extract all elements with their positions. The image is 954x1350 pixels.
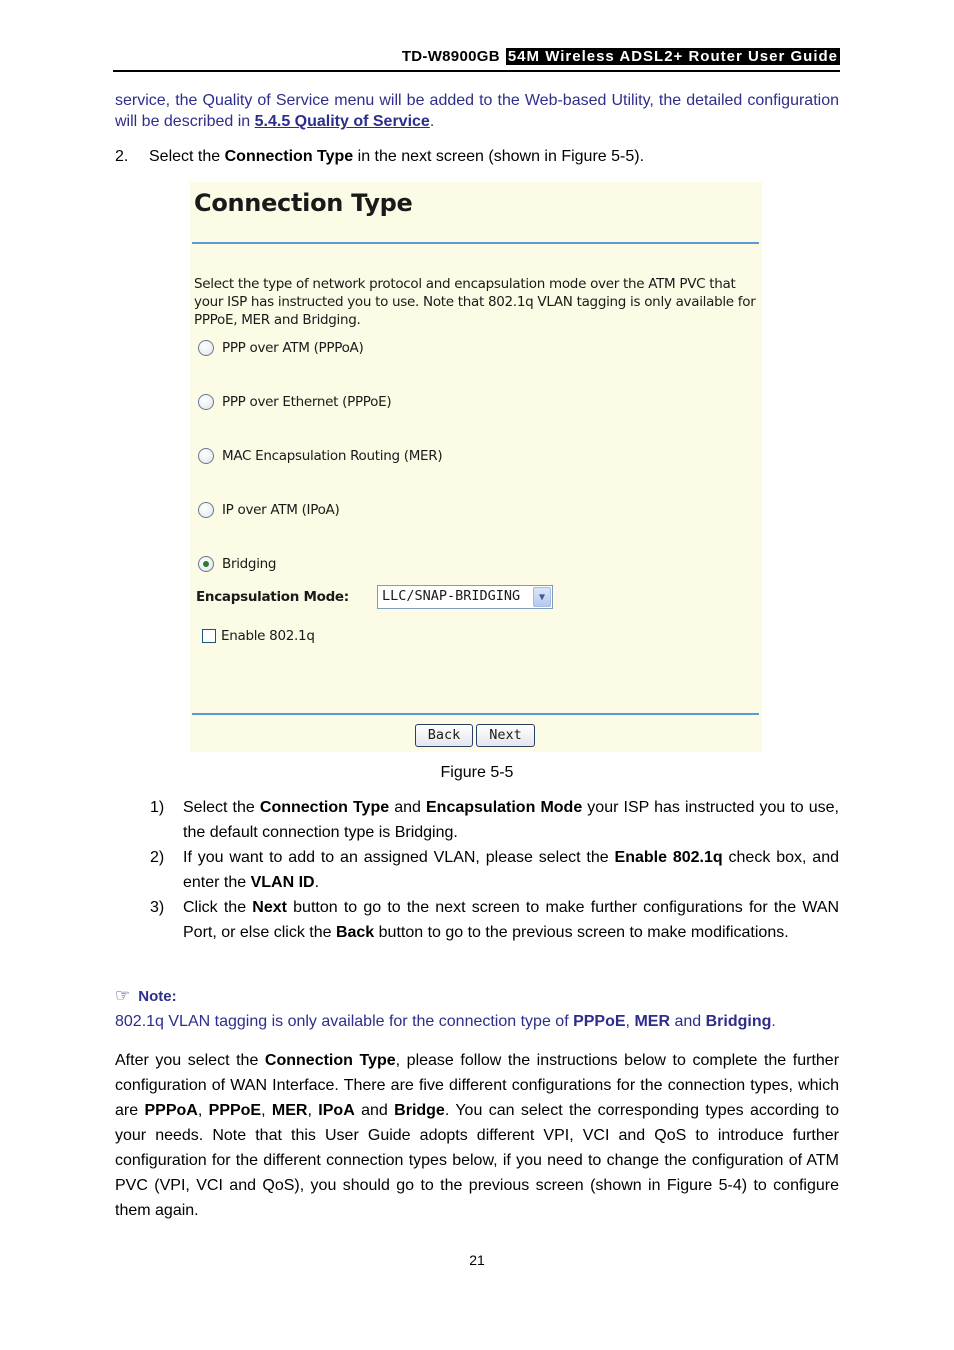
step-number: 2.	[115, 148, 129, 165]
para-text: After you select the	[115, 1052, 265, 1069]
para-bold: Bridge	[394, 1102, 445, 1119]
note-bold: Bridging	[705, 1013, 772, 1030]
item-text: If you want to add to an assigned VLAN, please select the	[183, 849, 615, 866]
item-number: 3)	[150, 899, 165, 916]
item-bold: Connection Type	[259, 799, 390, 816]
item-number: 2)	[150, 849, 165, 866]
step-2	[115, 148, 644, 166]
radio-label: IP over ATM (IPoA)	[222, 502, 340, 518]
intro-text: service, the Quality of Service menu will be added to the Web-based Utility, the detailed configuration will be described in	[115, 92, 839, 130]
qos-section-link[interactable]: 5.4.5 Quality of Service	[254, 113, 430, 130]
item-text: Click the	[183, 899, 253, 916]
radio-label: MAC Encapsulation Routing (MER)	[222, 448, 443, 464]
radio-option-ipoa[interactable]	[198, 502, 339, 518]
page-header	[113, 48, 840, 72]
item-bold: VLAN ID	[250, 874, 315, 891]
item-bold: Back	[335, 924, 375, 941]
pointing-hand-icon: ☞	[115, 986, 131, 1005]
step-bold: Connection Type	[224, 148, 354, 165]
select-value: LLC/SNAP-BRIDGING	[382, 588, 521, 604]
step-text-end: in the next screen (shown in Figure 5-5).	[353, 148, 645, 165]
note-text-part: 802.1q VLAN tagging is only available for the connection type of	[115, 1013, 574, 1030]
encapsulation-mode-label: Encapsulation Mode:	[196, 589, 349, 605]
item-text: and	[389, 799, 426, 816]
instruction-list	[150, 795, 839, 945]
radio-option-mer[interactable]	[198, 448, 442, 464]
item-text: your ISP has instructed you to use, the default connection type is Bridging.	[183, 799, 839, 841]
figure-title: Connection Type	[194, 189, 413, 217]
radio-button[interactable]	[198, 340, 214, 356]
note-text-part: ,	[625, 1013, 635, 1030]
para-text: ,	[197, 1102, 209, 1119]
step-text: Select the	[149, 148, 225, 165]
note-bold: PPPoE	[573, 1013, 626, 1030]
radio-button[interactable]	[198, 502, 214, 518]
para-text: , please follow the instructions below to complete the further configuration of WAN Interface. There are five different configurations for the connection types, which are	[115, 1052, 840, 1119]
radio-label: PPP over ATM (PPPoA)	[222, 340, 364, 356]
note-label: Note:	[138, 988, 177, 1005]
item-bold: Next	[252, 899, 287, 916]
radio-button[interactable]	[198, 448, 214, 464]
intro-paragraph	[115, 90, 839, 132]
figure-description: Select the type of network protocol and encapsulation mode over the ATM PVC that your ISP has instructed you to use. Note that 802.1q VLAN tagging is only available for PPPoE, MER and Bridging.	[194, 276, 756, 328]
item-bold: Enable 802.1q	[614, 849, 723, 866]
note-heading	[115, 986, 177, 1006]
list-item	[150, 895, 839, 945]
note-text	[115, 1013, 839, 1031]
guide-title: 54M Wireless ADSL2+ Router User Guide	[507, 48, 838, 65]
radio-option-pppoa[interactable]	[198, 340, 363, 356]
item-text: .	[314, 874, 320, 891]
note-text-part: .	[771, 1013, 776, 1030]
item-text: button to go to the next screen to make further configurations for the WAN Port, or else click the	[183, 899, 840, 941]
para-bold: PPPoE	[208, 1102, 262, 1119]
next-button[interactable]: Next	[476, 724, 535, 747]
radio-label: PPP over Ethernet (PPPoE)	[222, 394, 392, 410]
connection-type-figure	[190, 182, 762, 752]
para-text: . You can select the corresponding types according to your needs. Note that this User Guide adopts different VPI, VCI and QoS to introduce further configuration for the different connection types below, if you need to change the configuration of ATM PVC (VPI, VCI and QoS), you should go to the previous screen (shown in Figure 5-4) to configure them again.	[115, 1102, 840, 1219]
para-text: and	[354, 1102, 395, 1119]
para-text: ,	[261, 1102, 272, 1119]
back-button[interactable]: Back	[415, 724, 473, 747]
enable-8021q-checkbox[interactable]	[202, 629, 216, 643]
radio-button-selected[interactable]	[198, 556, 214, 572]
list-item	[150, 795, 839, 845]
model-name: TD-W8900GB	[401, 48, 500, 65]
radio-option-bridging[interactable]	[198, 556, 276, 572]
bottom-divider	[192, 713, 759, 715]
para-bold: MER	[271, 1102, 308, 1119]
para-text: ,	[307, 1102, 319, 1119]
encapsulation-mode-select[interactable]	[377, 585, 553, 609]
radio-button[interactable]	[198, 394, 214, 410]
item-bold: Encapsulation Mode	[426, 799, 583, 816]
page-number: 21	[469, 1252, 485, 1268]
checkbox-label: Enable 802.1q	[221, 628, 315, 644]
top-divider	[192, 242, 759, 244]
after-paragraph	[115, 1048, 839, 1223]
item-number: 1)	[150, 799, 165, 816]
radio-label: Bridging	[222, 556, 277, 572]
list-item	[150, 845, 839, 895]
item-text: button to go to the previous screen to make modifications.	[374, 924, 789, 941]
radio-option-pppoe[interactable]	[198, 394, 391, 410]
figure-caption: Figure 5-5	[440, 764, 514, 781]
note-bold: MER	[634, 1013, 670, 1030]
item-text: check box, and enter the	[183, 849, 840, 891]
note-text-part: and	[670, 1013, 706, 1030]
para-bold: IPoA	[318, 1102, 355, 1119]
para-bold: PPPoA	[144, 1102, 198, 1119]
chevron-down-icon[interactable]: ▼	[533, 587, 551, 607]
item-text: Select the	[183, 799, 260, 816]
enable-8021q-option[interactable]	[202, 628, 315, 644]
para-bold: Connection Type	[264, 1052, 396, 1069]
intro-end: .	[429, 113, 435, 130]
